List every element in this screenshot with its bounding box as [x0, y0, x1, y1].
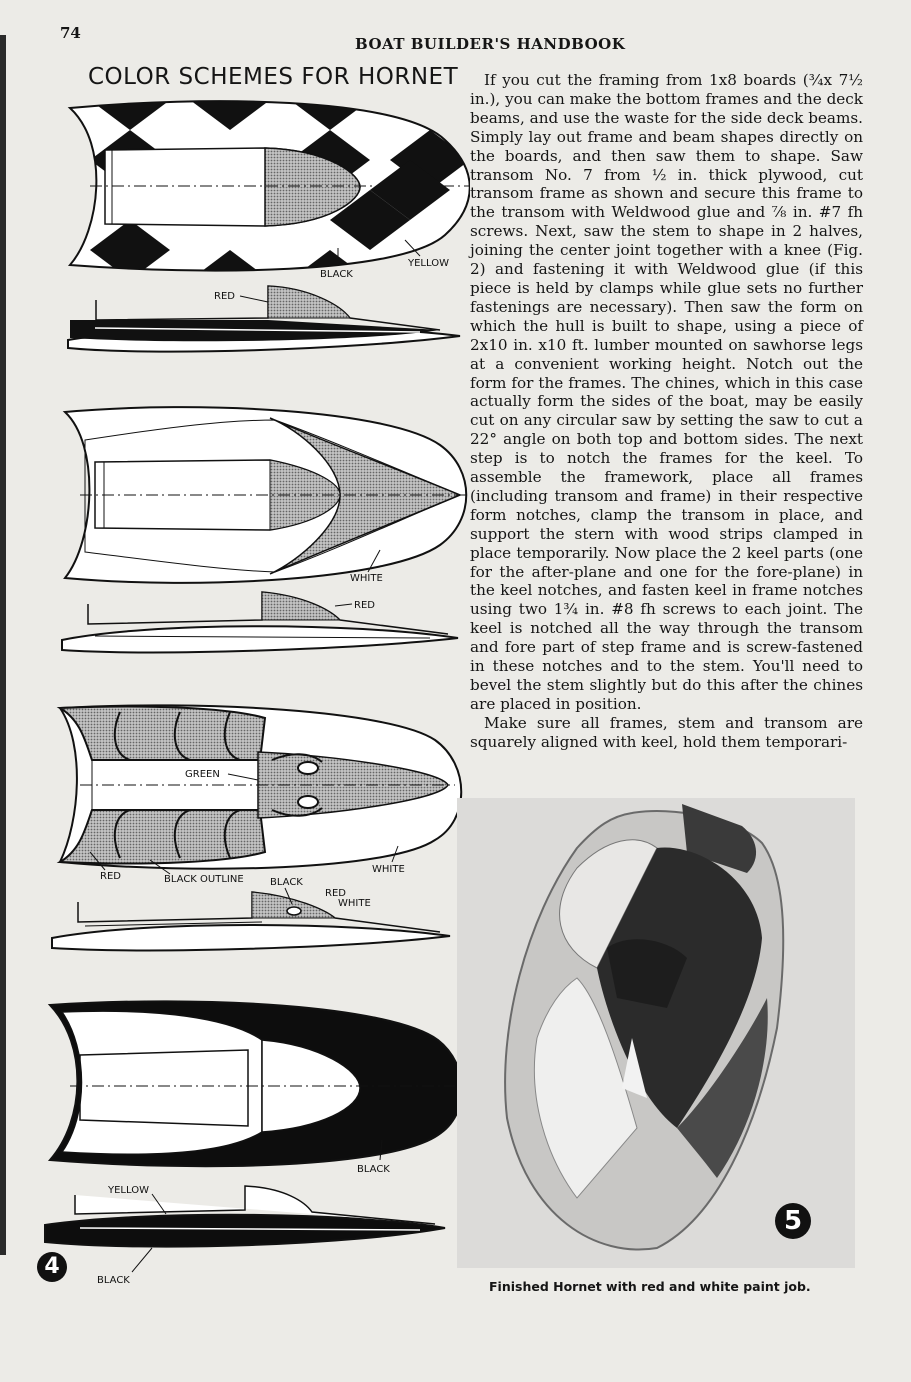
- callout-yellow-4: YELLOW: [108, 1185, 149, 1196]
- callout-black-4: BLACK: [357, 1164, 390, 1175]
- callout-side-red: RED: [325, 888, 346, 899]
- callout-black-side-4: BLACK: [97, 1275, 130, 1286]
- figure-4-number: 4: [37, 1252, 67, 1282]
- hornet-photo-illustration: [457, 798, 855, 1268]
- figure-5-number: 5: [775, 1203, 811, 1239]
- callout-white-3: WHITE: [372, 864, 405, 875]
- scheme1-top-view: [70, 100, 470, 280]
- scheme2-top-view: [65, 407, 470, 583]
- finished-hornet-photo: [457, 798, 855, 1268]
- callout-side-black: BLACK: [270, 877, 303, 888]
- running-title: BOAT BUILDER'S HANDBOOK: [355, 35, 626, 53]
- page-number: 74: [60, 24, 81, 42]
- callout-green: GREEN: [185, 769, 220, 780]
- callout-red-3: RED: [100, 871, 121, 882]
- color-scheme-drawings: [0, 0, 470, 1300]
- callout-yellow: YELLOW: [408, 258, 449, 269]
- callout-red: RED: [214, 291, 235, 302]
- leader-line: [240, 296, 268, 302]
- scheme3-side-view: [52, 892, 450, 950]
- leader-line: [132, 1248, 152, 1272]
- figure-title: COLOR SCHEMES FOR HORNET: [88, 64, 459, 90]
- scheme4-side-view: [45, 1186, 445, 1247]
- scheme2-side-view: [62, 592, 458, 652]
- leader-line: [335, 604, 352, 606]
- callout-black-outline: BLACK OUTLINE: [164, 874, 244, 885]
- photo-caption: Finished Hornet with red and white paint job.: [489, 1279, 811, 1294]
- callout-red-2: RED: [354, 600, 375, 611]
- callout-side-white: WHITE: [338, 898, 371, 909]
- scheme3-top-view: [60, 705, 461, 868]
- scheme4-top-view: [50, 1001, 462, 1166]
- article-paragraph: Make sure all frames, stem and transom are squarely aligned with keel, hold them temporari-: [470, 713, 863, 751]
- scheme1-side-view: [68, 286, 460, 352]
- callout-black: BLACK: [320, 269, 353, 280]
- callout-white: WHITE: [350, 573, 383, 584]
- article-text: [470, 71, 863, 752]
- article-paragraph: If you cut the framing from 1x8 boards (¾x 7½ in.), you can make the bottom frames and the deck beams, and use the waste for the side deck beams. Simply lay out frame and beam shapes directly on the boards, and then saw them to shape. Saw transom No. 7 from ½ in. thick plywood, cut transom frame as shown and secure this frame to the transom with Weldwood glue and ⅞ in. #7 fh screws. Next, saw the stem to shape in 2 halves, joining the center joint together with a knee (Fig. 2) and fastening it with Weldwood glue (if this piece is held by clamps while glue sets no further fastenings are necessary). Then saw the form on which the hull is built to shape, using a piece of 2x10 in. x10 ft. lumber mounted on sawhorse legs at a convenient working height. Notch out the form for the frames. The chines, which in this case actually form the sides of the boat, may be easily cut on any circular saw by setting the saw to cut a 22° angle on both top and bottom sides. The next step is to notch the frames for the keel. To assemble the framework, place all frames (including transom and frame) in their respective form notches, clamp the transom in place, and support the stern with wood strips clamped in place temporarily. Now place the 2 keel parts (one for the after-plane and one for the fore-plane) in the keel notches, and fasten keel in frame notches using two 1¾ in. #8 fh screws to each joint. The keel is notched all the way through the transom and fore part of step frame and is screw-fastened in these notches and to the stem. You'll need to bevel the stem slightly but do this after the chines are placed in position.: [470, 71, 863, 713]
